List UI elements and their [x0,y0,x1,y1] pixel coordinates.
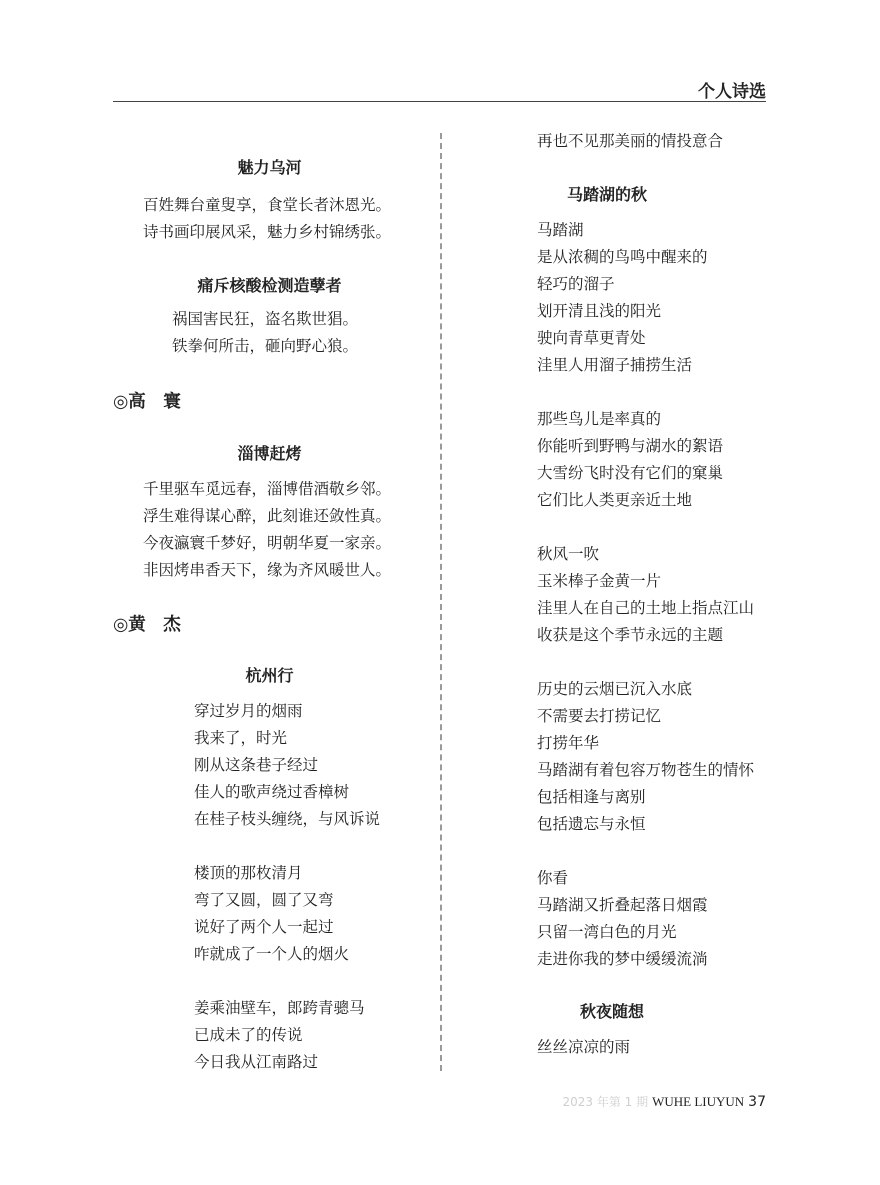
poem-body [172,306,358,360]
poem-line: 秋风一吹 [537,545,600,563]
poem-line: 已成未了的传说 [194,1026,303,1044]
poem-line: 祸国害民狂，盗名欺世猖。 [172,310,359,328]
poem-line: 浮生难得谋心醉，此刻谁还敛性真。 [143,507,392,525]
poem-line: 今日我从江南路过 [194,1053,319,1071]
poem-line: 不需要去打捞记忆 [537,707,662,725]
poem-body [143,476,391,584]
poem-line: 洼里人在自己的土地上指点江山 [537,599,755,617]
poem-line: 我来了，时光 [194,729,288,747]
poem-line: 你能听到野鸭与湖水的絮语 [537,437,724,455]
poem-line: 玉米棒子金黄一片 [537,572,662,590]
poem-line: 划开清且浅的阳光 [537,302,662,320]
poem-line: 说好了两个人一起过 [194,918,334,936]
page-footer [560,1093,766,1110]
poem-line: 楼顶的那枚清月 [194,864,303,882]
poem-line: 咋就成了一个人的烟火 [194,945,350,963]
poem-line: 它们比人类更亲近土地 [537,491,693,509]
column-divider [440,133,442,1071]
poem-line: 诗书画印展风采，魅力乡村锦绣张。 [143,223,392,241]
issue-label: 2023 年第 1 期 [562,1095,649,1109]
poem-title: 淄博赶烤 [237,444,302,463]
poem-line: 洼里人用溜子捕捞生活 [537,356,693,374]
poem-line: 佳人的歌声绕过香樟树 [194,783,350,801]
poem-line: 铁拳何所击，砸向野心狼。 [172,337,359,355]
author-name: ◎高 寰 [113,392,181,412]
poem-line: 打捞年华 [537,734,600,752]
stanza-break [194,968,380,995]
poem-line: 收获是这个季节永远的主题 [537,626,724,644]
poem-line: 刚从这条巷子经过 [194,756,319,774]
poem-line: 非因烤串香天下，缘为齐风暖世人。 [143,561,392,579]
right-column [450,0,880,1185]
poem-line: 百姓舞台童叟享，食堂长者沐恩光。 [143,196,392,214]
stanza-break [194,833,380,860]
poem-title: 痛斥核酸检测造孽者 [197,276,342,295]
poem-line: 轻巧的溜子 [537,275,615,293]
poem-line: 马踏湖 [537,221,584,239]
poem-line: 大雪纷飞时没有它们的窠巢 [537,464,724,482]
poem-body [537,217,754,973]
poem-line: 千里驱车觅远春，淄博借酒敬乡邻。 [143,480,392,498]
poem-line: 走进你我的梦中缓缓流淌 [537,950,708,968]
poem-line: 在桂子枝头缠绕，与风诉说 [194,810,381,828]
poem-line: 包括遗忘与永恒 [537,815,646,833]
poem-line: 那些鸟儿是率真的 [537,410,662,428]
poem-line: 姜乘油壁车，郎跨青骢马 [194,999,365,1017]
stanza-break [537,514,754,541]
stanza-break [537,379,754,406]
poem-line: 历史的云烟已沉入水底 [537,680,693,698]
page-number: 37 [748,1094,766,1110]
section-title: 个人诗选 [698,82,766,102]
poem-line: 包括相逢与离别 [537,788,646,806]
poem-body [194,698,380,1076]
poem-body [143,192,391,246]
poem-title: 魅力乌河 [237,158,302,177]
poem-line: 驶向青草更青处 [537,329,646,347]
poem-line: 穿过岁月的烟雨 [194,702,303,720]
poem-line: 马踏湖有着包容万物苍生的情怀 [537,761,755,779]
journal-name: WUHE LIUYUN [652,1094,745,1109]
poem-line: 再也不见那美丽的情投意合 [537,132,724,150]
poem-line: 你看 [537,869,569,887]
poem-line: 马踏湖又折叠起落日烟霞 [537,896,708,914]
author-name: ◎黄 杰 [113,615,181,635]
poem-line: 是从浓稠的鸟鸣中醒来的 [537,248,708,266]
poem-body [537,1034,630,1061]
poem-line: 只留一湾白色的月光 [537,923,677,941]
stanza-break [537,838,754,865]
continued-line [537,128,723,155]
poem-title: 秋夜随想 [579,1002,644,1021]
poem-title: 马踏湖的秋 [566,185,647,204]
stanza-break [537,649,754,676]
poem-line: 今夜瀛寰千梦好，明朝华夏一家亲。 [143,534,392,552]
poem-line: 弯了又圆，圆了又弯 [194,891,334,909]
poem-title: 杭州行 [245,666,294,685]
poem-line: 丝丝凉凉的雨 [537,1038,631,1056]
